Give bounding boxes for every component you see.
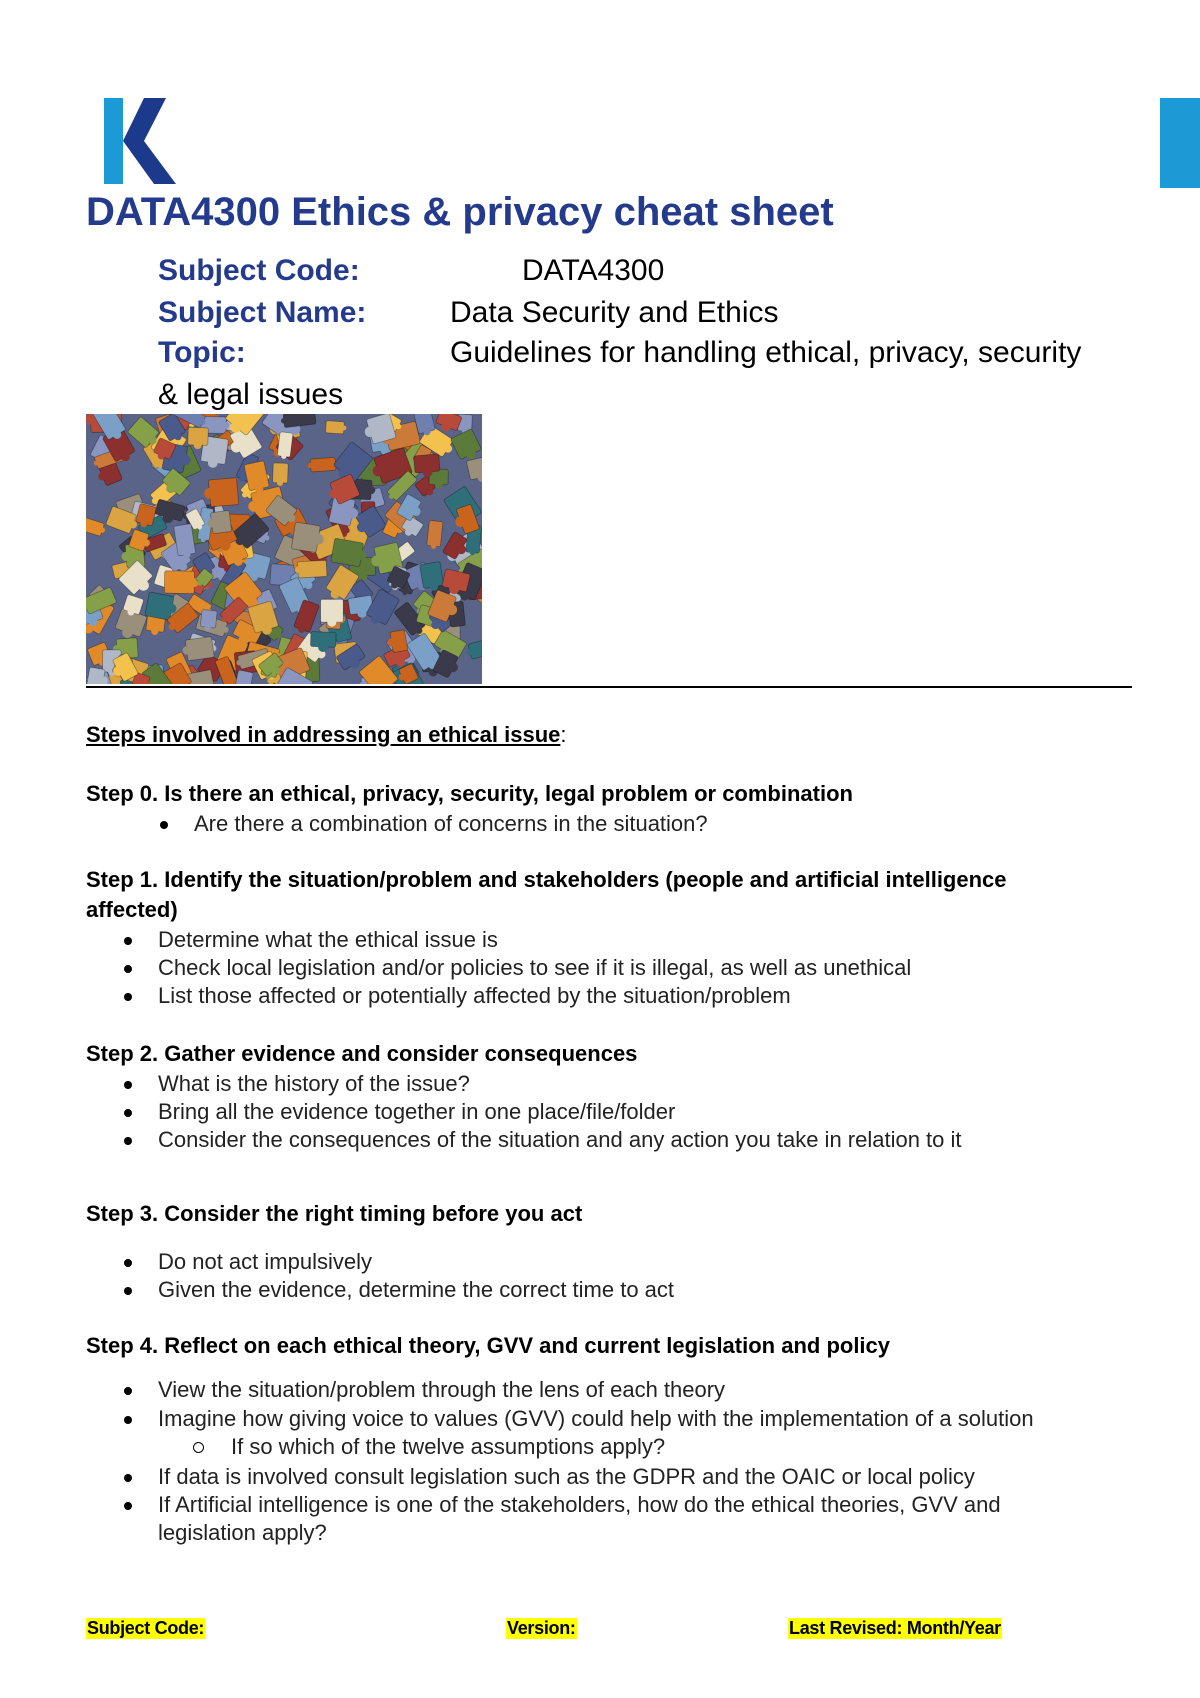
list-item: Are there a combination of concerns in the situation? [194, 811, 708, 837]
bullet-icon [124, 1474, 132, 1482]
bullet-icon [124, 1259, 132, 1267]
step-3-title: Step 3. Consider the right timing before you act [86, 1201, 583, 1226]
steps-heading: Steps involved in addressing an ethical issue: [86, 722, 567, 747]
list-item: Consider the consequences of the situation and any action you take in relation to it [158, 1127, 962, 1153]
circle-bullet-icon [193, 1442, 204, 1453]
topic-value-continued: & legal issues [158, 378, 344, 411]
list-item: View the situation/problem through the lens of each theory [158, 1377, 725, 1403]
subject-name-value: Data Security and Ethics [450, 296, 779, 329]
list-item: If Artificial intelligence is one of the stakeholders, how do the ethical theories, GVV and [158, 1492, 1001, 1518]
footer-subject-code: Subject Code: [87, 1618, 205, 1638]
bullet-icon [160, 821, 168, 829]
bullet-icon [124, 993, 132, 1001]
step-1-title: Step 1. Identify the situation/problem and stakeholders (people and artificial intelligence [86, 867, 1007, 892]
sub-list-item: If so which of the twelve assumptions apply? [231, 1434, 665, 1460]
bullet-icon [124, 1416, 132, 1424]
step-1-title-continued: affected) [86, 897, 178, 922]
bullet-icon [124, 1109, 132, 1117]
list-item: Do not act impulsively [158, 1249, 372, 1275]
step-4-title: Step 4. Reflect on each ethical theory, GVV and current legislation and policy [86, 1333, 891, 1358]
list-item: Given the evidence, determine the correct time to act [158, 1277, 674, 1303]
k-logo-icon [104, 98, 176, 184]
bullet-icon [124, 1502, 132, 1510]
bullet-icon [124, 1287, 132, 1295]
subject-name-label: Subject Name: [158, 296, 367, 329]
subject-code-value: DATA4300 [522, 254, 665, 287]
bullet-icon [124, 937, 132, 945]
puzzle-pieces-image [86, 414, 482, 684]
horizontal-divider [86, 686, 1132, 688]
topic-value: Guidelines for handling ethical, privacy, security [450, 336, 1082, 369]
topic-label: Topic: [158, 336, 246, 369]
step-2-title: Step 2. Gather evidence and consider consequences [86, 1041, 638, 1066]
list-item: Determine what the ethical issue is [158, 927, 498, 953]
bullet-icon [124, 1137, 132, 1145]
list-item-continued: legislation apply? [158, 1520, 327, 1545]
bullet-icon [124, 1081, 132, 1089]
list-item: Imagine how giving voice to values (GVV) could help with the implementation of a solution [158, 1406, 1034, 1432]
document-title: DATA4300 Ethics & privacy cheat sheet [86, 190, 834, 234]
list-item: List those affected or potentially affected by the situation/problem [158, 983, 791, 1009]
list-item: If data is involved consult legislation such as the GDPR and the OAIC or local policy [158, 1464, 975, 1490]
footer-last-revised: Last Revised: Month/Year [789, 1618, 1001, 1638]
bullet-icon [124, 1387, 132, 1395]
bullet-icon [124, 965, 132, 973]
step-0-title: Step 0. Is there an ethical, privacy, security, legal problem or combination [86, 781, 853, 806]
subject-code-label: Subject Code: [158, 254, 360, 287]
side-accent-tab [1160, 98, 1200, 188]
list-item: Check local legislation and/or policies to see if it is illegal, as well as unethical [158, 955, 911, 981]
list-item: What is the history of the issue? [158, 1071, 470, 1097]
list-item: Bring all the evidence together in one place/file/folder [158, 1099, 675, 1125]
footer-version: Version: [507, 1618, 576, 1638]
